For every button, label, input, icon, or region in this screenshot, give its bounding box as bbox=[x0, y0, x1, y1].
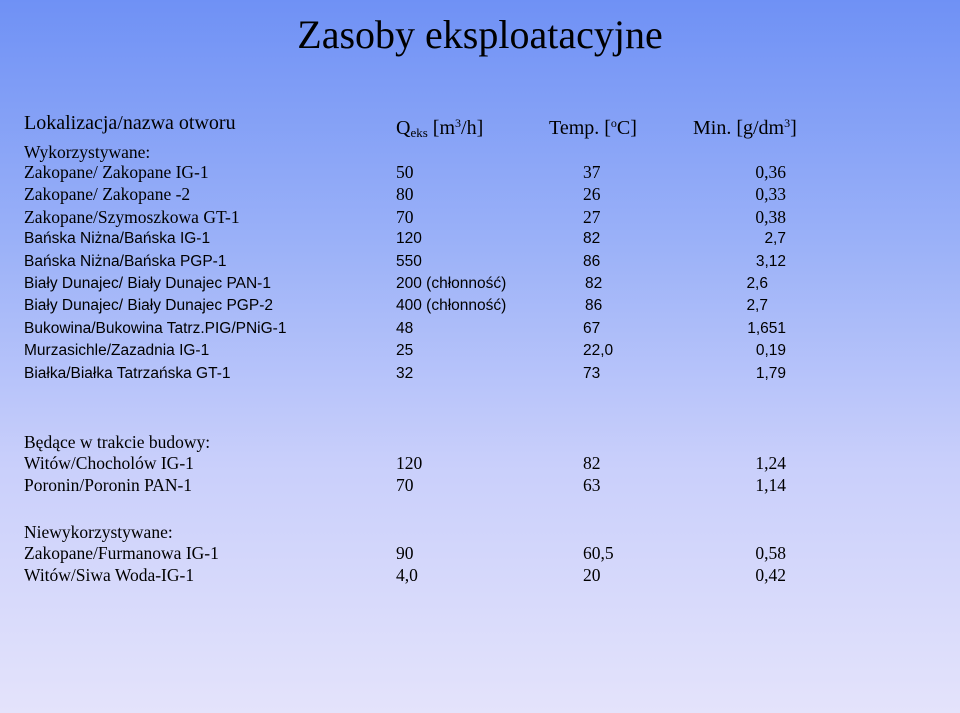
header-location: Lokalizacja/nazwa otworu bbox=[24, 112, 236, 134]
mineralization-value: 3,12 bbox=[755, 252, 786, 270]
mineralization-value: 0,19 bbox=[755, 342, 786, 360]
well-name: Poronin/Poronin PAN-1 bbox=[24, 475, 193, 496]
table-row bbox=[0, 161, 960, 183]
table-row bbox=[0, 206, 960, 228]
well-name: Bukowina/Bukowina Tatrz.PIG/PNiG-1 bbox=[24, 319, 287, 337]
table-row bbox=[0, 228, 960, 250]
mineralization-value: 1,24 bbox=[755, 453, 786, 473]
flow-value: 200 (chłonność) bbox=[396, 275, 507, 292]
temperature-value: 26 bbox=[583, 184, 601, 205]
header-temperature: Temp. [$^o$C] bbox=[549, 116, 637, 139]
temperature-value: 82 bbox=[583, 453, 601, 473]
table-row bbox=[0, 542, 960, 564]
section-label-under-construction: Będące w trakcie budowy: bbox=[24, 432, 211, 452]
temperature-value: 27 bbox=[583, 206, 601, 227]
mineralization-value: 0,58 bbox=[755, 543, 786, 563]
table-row bbox=[0, 363, 960, 385]
table-row bbox=[0, 452, 960, 474]
flow-value: 120 bbox=[396, 453, 423, 473]
mineralization-value: 0,42 bbox=[755, 565, 786, 586]
mineralization-value: 2,7 bbox=[764, 230, 786, 248]
temperature-value: 82 bbox=[585, 275, 603, 292]
flow-value: 25 bbox=[396, 342, 414, 360]
page-title: Zasoby eksploatacyjne bbox=[297, 12, 663, 57]
header-mineralization: Min. $[g/dm^3]$ bbox=[693, 116, 797, 139]
temperature-value: 22,0 bbox=[583, 342, 614, 360]
flow-value: 70 bbox=[396, 475, 414, 496]
temperature-value: 73 bbox=[583, 364, 601, 382]
flow-value: 400 (chłonność) bbox=[396, 297, 507, 315]
well-name: Bańska Niżna/Bańska PGP-1 bbox=[24, 252, 227, 270]
table-row bbox=[0, 273, 960, 295]
flow-value: 80 bbox=[396, 184, 414, 205]
well-name: Zakopane/Szymoszkowa GT-1 bbox=[24, 206, 240, 227]
mineralization-value: 1,14 bbox=[755, 475, 786, 496]
flow-value: 32 bbox=[396, 364, 414, 382]
flow-value: 120 bbox=[396, 230, 422, 248]
temperature-value: 86 bbox=[585, 297, 603, 315]
table-row bbox=[0, 340, 960, 362]
mineralization-value: 2,6 bbox=[746, 275, 768, 292]
temperature-value: 20 bbox=[583, 565, 601, 586]
temperature-value: 82 bbox=[583, 230, 601, 248]
section-label-in-use: Wykorzystywane: bbox=[24, 142, 151, 162]
well-name: Zakopane/ Zakopane IG-1 bbox=[24, 162, 209, 182]
mineralization-value: 0,38 bbox=[755, 206, 786, 227]
flow-value: 90 bbox=[396, 543, 414, 563]
flow-value: 550 bbox=[396, 252, 422, 270]
temperature-value: 37 bbox=[583, 162, 601, 182]
table-row bbox=[0, 564, 960, 586]
mineralization-value: 0,36 bbox=[755, 162, 786, 182]
table-row bbox=[0, 251, 960, 273]
flow-value: 70 bbox=[396, 206, 414, 227]
temperature-value: 60,5 bbox=[583, 543, 614, 563]
well-name: Biały Dunajec/ Biały Dunajec PAN-1 bbox=[24, 275, 271, 292]
flow-value: 48 bbox=[396, 319, 414, 337]
temperature-value: 67 bbox=[583, 319, 601, 337]
well-name: Bańska Niżna/Bańska IG-1 bbox=[24, 230, 211, 248]
mineralization-value: 1,79 bbox=[755, 364, 786, 382]
well-name: Białka/Białka Tatrzańska GT-1 bbox=[24, 364, 231, 382]
mineralization-value: 0,33 bbox=[755, 184, 786, 205]
table-row bbox=[0, 183, 960, 205]
well-name: Zakopane/Furmanowa IG-1 bbox=[24, 543, 219, 563]
well-name: Witów/Siwa Woda-IG-1 bbox=[24, 565, 195, 586]
mineralization-value: 1,651 bbox=[747, 319, 786, 337]
table-row bbox=[0, 295, 960, 317]
mineralization-value: 2,7 bbox=[746, 297, 768, 315]
temperature-value: 63 bbox=[583, 475, 601, 496]
section-label-unused: Niewykorzystywane: bbox=[24, 522, 173, 542]
flow-value: 4,0 bbox=[396, 565, 418, 586]
header-flow: $Q_{eks}$ $[m^3/h]$ bbox=[396, 116, 484, 140]
flow-value: 50 bbox=[396, 162, 414, 182]
well-name: Biały Dunajec/ Biały Dunajec PGP-2 bbox=[24, 297, 273, 315]
well-name: Witów/Chocholów IG-1 bbox=[24, 453, 194, 473]
table-row bbox=[0, 318, 960, 340]
temperature-value: 86 bbox=[583, 252, 601, 270]
well-name: Murzasichle/Zazadnia IG-1 bbox=[24, 342, 210, 360]
table-row bbox=[0, 474, 960, 496]
well-name: Zakopane/ Zakopane -2 bbox=[24, 184, 191, 205]
